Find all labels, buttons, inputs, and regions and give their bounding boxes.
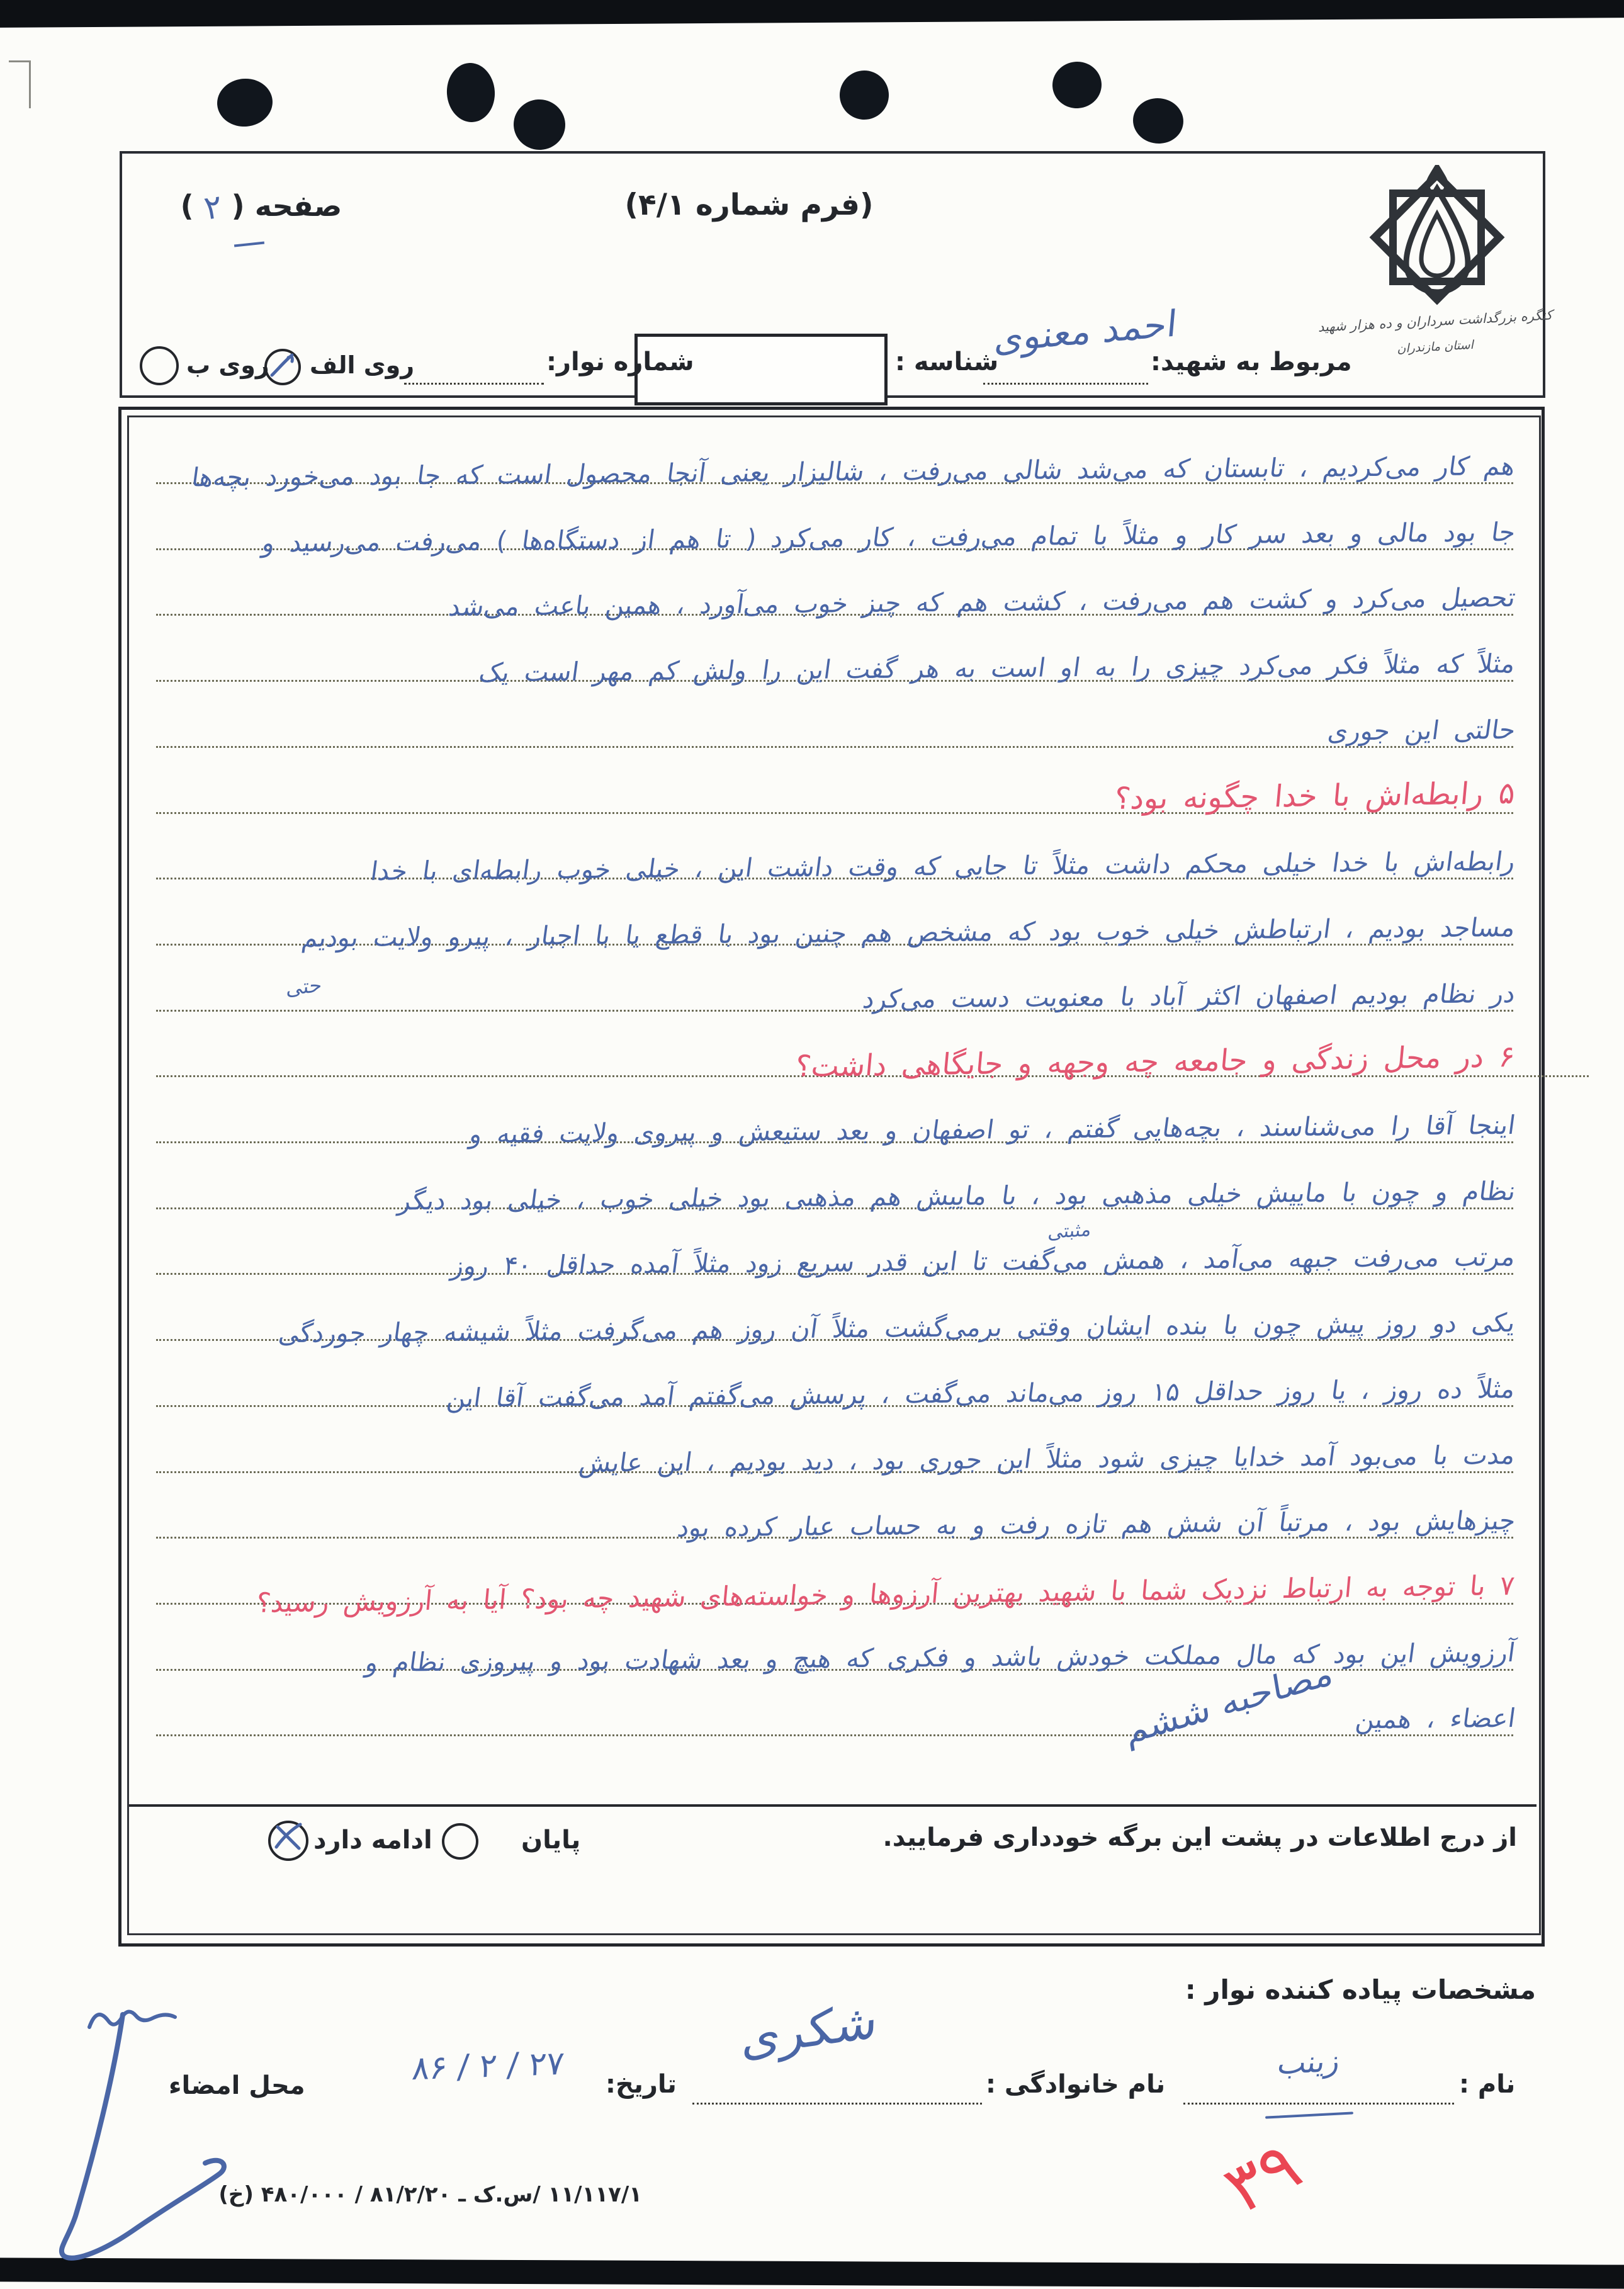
id-label: شناسه :	[895, 348, 999, 376]
martyr-label: مربوط به شهید:	[1151, 348, 1352, 376]
side-a-label: روی الف	[310, 351, 415, 379]
line-text: مثلاً که مثلاً فکر می‌کرد چیزی را به او است به هر گفت این را ولش کم مهر است یک	[477, 648, 1518, 688]
handwritten-line	[156, 813, 1518, 887]
page-label-open: صفحه (	[231, 189, 342, 223]
date-label: تاریخ:	[606, 2070, 677, 2099]
form-code: ۱۱/۱۱۷/۱ /س.ک ـ ۸۱/۲/۲۰ / ۴۸۰/۰۰۰ (خ)	[218, 2182, 642, 2207]
handwritten-line	[156, 879, 1518, 953]
congress-logo-icon	[1346, 165, 1528, 310]
page-number-value: ۲	[201, 188, 225, 228]
signature	[19, 1964, 283, 2273]
line-text: مثلاً ده روز ، یا روز حداقل ۱۵ روز می‌ماند می‌گفت ، پرسش می‌گفتم آمد می‌گفت آقا این	[445, 1373, 1518, 1413]
handwritten-line	[156, 1472, 1518, 1543]
line-text: چیزهایش بود ، مرتباً آن شش هم تازه رفت و به حساب عیار کرده بود	[675, 1505, 1518, 1543]
line-text: مرتب می‌رفت جبهه می‌آمد ، همش می‌گفت تا این قدر سریع زود مثلاً آمده حداقل ۴۰ روز	[449, 1241, 1518, 1282]
scan-edge-top	[0, 0, 1624, 28]
handwritten-line	[156, 946, 1518, 1014]
ink-blot	[1051, 60, 1103, 110]
question-heading-line	[156, 1011, 1589, 1085]
ink-blot	[1131, 96, 1185, 146]
martyr-name-handwritten: احمد معنوی	[993, 302, 1179, 361]
line-text: رابطه‌اش با خدا خیلی محکم داشت مثلاً تا جایی که وقت داشت این ، خیلی خوب رابطه‌ای با خدا	[369, 846, 1518, 887]
page-label-close: )	[180, 189, 194, 223]
ink-blot	[510, 96, 568, 154]
line-text: مساجد بودیم ، ارتباطش خیلی خوب بود که مشخص هم چنین بود با قطع یا با اجبار ، پیرو ولایت بودیم	[300, 912, 1518, 953]
backside-note: از درج اطلاعات در پشت این برگه خودداری فرمایید.	[882, 1823, 1517, 1852]
end-radio[interactable]	[442, 1823, 478, 1860]
family-name-field[interactable]	[692, 2071, 982, 2105]
handwritten-line	[156, 1407, 1518, 1478]
family-name-handwritten: شکری	[740, 1992, 879, 2068]
archive-number-red: ۳۹	[1212, 2125, 1314, 2229]
line-text: نظام و چون با ماییش خیلی مذهبی بود ، با ماییش هم مذهبی بود خیلی خوب ، خیلی بود دیگر	[396, 1175, 1518, 1216]
continues-checkmark	[266, 1817, 310, 1861]
handwritten-line	[156, 1275, 1518, 1349]
side-b-label: روی ب	[186, 351, 269, 379]
continues-label: ادامه دارد	[313, 1826, 432, 1855]
line-text: مدت با می‌بود آمد خدایا چیزی شود مثلاً این جوری بود ، دید بودیم ، این عایش	[577, 1439, 1518, 1478]
line-text: ۷ با توجه به ارتباط نزدیک شما با شهید بهترین آرزوها و خواسته‌های شهید چه بود؟ آیا به آرزویش رسید؟	[255, 1569, 1516, 1619]
ink-blot	[215, 76, 274, 128]
ink-blot	[445, 61, 497, 123]
handwritten-line	[156, 550, 1518, 623]
logo-org-line1: کنگره بزرگداشت سرداران و ده هزار شهید	[1317, 307, 1553, 335]
side-a-radio[interactable]	[264, 349, 301, 385]
handwritten-line	[156, 1077, 1518, 1150]
page-corner-line	[9, 60, 31, 62]
handwritten-line	[156, 682, 1518, 748]
line-text: در نظام بودیم اصفهان اکثر آباد با معنویت دست می‌کرد	[860, 978, 1518, 1014]
line-text: آرزویش این بود که مال مملکت خودش باشد و فکری که هیچ و بعد شهادت بود و پیروزی نظام و	[364, 1637, 1518, 1678]
continues-radio[interactable]	[268, 1821, 308, 1861]
date-handwritten: ۲۷ / ۲ / ۸۶	[410, 2044, 565, 2088]
side-b-radio[interactable]	[140, 346, 179, 385]
form-title: (فرم شماره ۴/۱)	[624, 188, 874, 222]
name-label: نام :	[1459, 2070, 1516, 2099]
handwritten-annotation: مثبتی	[1047, 1218, 1092, 1244]
name-underline-stroke	[1265, 2111, 1353, 2118]
end-label: پایان	[521, 1826, 581, 1855]
line-text: یکی دو روز پیش چون با بنده ایشان وقتی برمی‌گشت مثلاً آن روز هم می‌گرفت مثلاً شیشه چهار جوردگی	[276, 1308, 1518, 1349]
page-number-label	[161, 186, 362, 228]
handwritten-line	[156, 1209, 1518, 1282]
logo-org-line2: استان مازندران	[1396, 337, 1474, 356]
name-handwritten: زینب	[1275, 2043, 1342, 2082]
transcriber-section-title: مشخصات پیاده کننده نوار :	[1185, 1974, 1536, 2005]
handwritten-line	[156, 616, 1518, 688]
handwritten-line	[156, 418, 1518, 493]
handwritten-line	[156, 1341, 1518, 1413]
handwritten-line	[156, 1143, 1518, 1216]
line-text: ۵ رابطه‌اش با خدا چگونه بود؟	[1112, 775, 1517, 817]
line-text: تحصیل می‌کرد و کشت هم می‌رفت ، کشت هم که چیز خوب می‌آورد ، همین باعث می‌شد	[446, 582, 1518, 623]
tape-number-field[interactable]	[404, 350, 544, 385]
handwritten-annotation: حتی	[286, 973, 323, 1000]
line-text: اینجا آقا را می‌شناسند ، بچه‌هایی گفتم ، تو اصفهان و بعد ستیعش و پیروی ولایت فقیه و	[467, 1110, 1518, 1150]
line-text: حالتی این جوری	[1326, 714, 1518, 747]
question-heading-line	[156, 748, 1517, 817]
handwritten-line	[156, 484, 1518, 558]
page-corner-line	[29, 60, 31, 108]
tape-number-label: شماره نوار:	[546, 348, 694, 376]
line-text: اعضاء ، همین	[1353, 1703, 1518, 1735]
strip-divider	[129, 1804, 1537, 1807]
line-text: ۶ در محل زندگی و جامعه چه وجهه و جایگاهی داشت؟	[794, 1039, 1517, 1085]
handwritten-annotation: مصاحبه ششم	[1122, 1653, 1336, 1753]
question-heading-line	[156, 1539, 1516, 1619]
line-text: جا بود مالی و بعد سر کار و مثلاً با تمام می‌رفت ، کار می‌کرد ( تا هم از دستگاه‌ها ) می‌رفت می‌رسید و	[260, 516, 1518, 558]
ink-blot	[837, 68, 891, 122]
line-text: هم کار می‌کردیم ، تابستان که می‌شد شالی می‌رفت ، شالیزار یعنی آنجا محصول است که جا بود می‌خورد بچه‌ها	[189, 451, 1518, 493]
family-name-label: نام خانوادگی :	[986, 2070, 1166, 2099]
signature-place-label: محل امضاء	[169, 2071, 305, 2100]
